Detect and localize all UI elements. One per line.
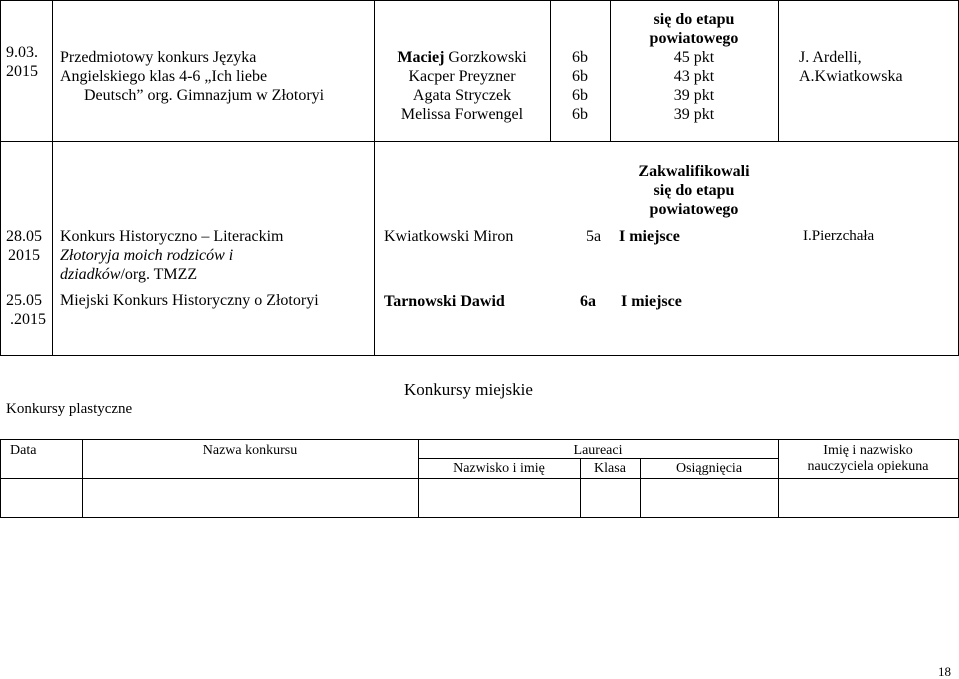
column-header-teacher bbox=[778, 443, 958, 475]
class-value: 6b bbox=[572, 49, 588, 66]
column-header-name: Nazwa konkursu bbox=[202, 443, 298, 458]
results-header-line: powiatowego bbox=[649, 30, 739, 47]
date-line: 9.03. bbox=[6, 44, 38, 61]
result-value: 43 pkt bbox=[673, 68, 715, 85]
column-header-date: Data bbox=[10, 443, 37, 458]
class-value: 6b bbox=[572, 106, 588, 123]
date-line: 25.05 bbox=[6, 292, 42, 309]
subheader-class: Klasa bbox=[594, 461, 626, 476]
qualified-header-line: powiatowego bbox=[649, 201, 739, 218]
qualified-header-line: się do etapu bbox=[653, 182, 735, 199]
result-value: I miejsce bbox=[619, 228, 680, 245]
qualified-header-line: Zakwalifikowali bbox=[638, 163, 750, 180]
results-cell bbox=[610, 10, 778, 124]
contest-line: Angielskiego klas 4-6 „Ich liebe bbox=[60, 68, 268, 85]
section-heading-city: Konkursy miejskie bbox=[404, 380, 533, 399]
result-value: 45 pkt bbox=[673, 49, 715, 66]
student-name: Melissa Forwengel bbox=[400, 106, 524, 123]
student-names bbox=[374, 48, 550, 124]
teacher-name: I.Pierzchała bbox=[803, 228, 875, 244]
qualified-header bbox=[610, 162, 778, 219]
class-value: 6b bbox=[572, 68, 588, 85]
date-cell bbox=[6, 291, 46, 329]
teacher-line: A.Kwiatkowska bbox=[799, 68, 903, 85]
teacher-cell bbox=[799, 48, 903, 86]
student-name: Maciej Gorzkowski bbox=[397, 49, 527, 66]
contest-line: dziadków/org. TMZZ bbox=[60, 266, 198, 283]
column-header-teacher-line: Imię i nazwisko bbox=[823, 443, 913, 458]
subheader-achievement: Osiągnięcia bbox=[675, 461, 743, 476]
student-name: Tarnowski Dawid bbox=[384, 293, 505, 310]
section-heading-plastic: Konkursy plastyczne bbox=[6, 401, 133, 417]
date-line: .2015 bbox=[10, 311, 46, 328]
contest-line: Przedmiotowy konkurs Języka bbox=[60, 49, 257, 66]
column-header-laureates: Laureaci bbox=[573, 443, 623, 458]
page-number: 18 bbox=[938, 664, 951, 679]
results-header-line: się do etapu bbox=[653, 11, 735, 28]
result-value: 39 pkt bbox=[673, 106, 715, 123]
date-cell bbox=[6, 227, 42, 265]
contest-line: Złotoryja moich rodziców i bbox=[60, 247, 234, 264]
subheader-name: Nazwisko i imię bbox=[453, 461, 545, 476]
contest-line: Konkurs Historyczno – Literackim bbox=[60, 228, 284, 245]
contest-name bbox=[60, 227, 284, 284]
contest-name bbox=[60, 48, 324, 105]
class-value: 6a bbox=[580, 293, 596, 310]
student-name: Kacper Preyzner bbox=[408, 68, 516, 85]
column-header-teacher-line: nauczyciela opiekuna bbox=[807, 459, 929, 474]
student-classes bbox=[550, 48, 610, 124]
contest-line: Deutsch” org. Gimnazjum w Złotoryi bbox=[84, 87, 325, 104]
contest-name: Miejski Konkurs Historyczny o Złotoryi bbox=[60, 292, 319, 309]
result-value: I miejsce bbox=[621, 293, 682, 310]
result-value: 39 pkt bbox=[673, 87, 715, 104]
student-name: Agata Stryczek bbox=[412, 87, 512, 104]
date-line: 2015 bbox=[6, 63, 38, 80]
student-name: Kwiatkowski Miron bbox=[384, 228, 514, 245]
teacher-line: J. Ardelli, bbox=[799, 49, 862, 66]
class-value: 6b bbox=[572, 87, 588, 104]
date-line: 2015 bbox=[8, 247, 40, 264]
date-cell bbox=[6, 43, 38, 81]
class-value: 5a bbox=[586, 228, 602, 245]
date-line: 28.05 bbox=[6, 228, 42, 245]
